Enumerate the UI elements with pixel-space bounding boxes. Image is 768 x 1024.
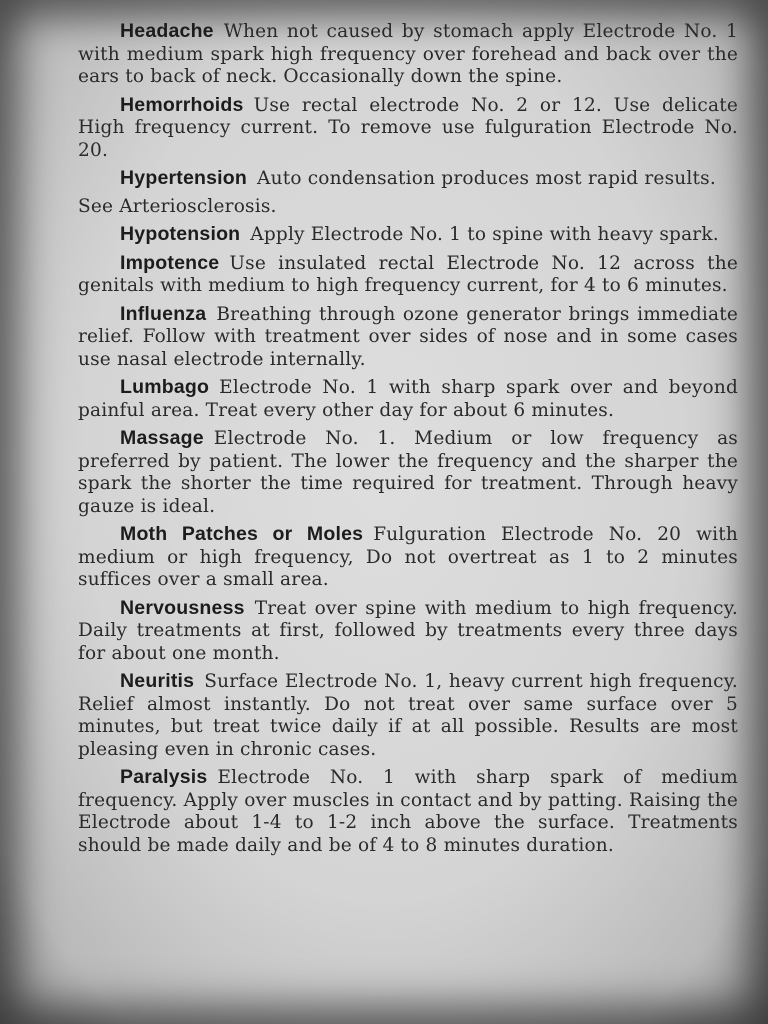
entry-text: Use rectal electrode No. 2 or 12. Use delicate High frequency current. To remove use fulguration Electrode No. 20. [78, 94, 738, 161]
entry-term: Lumbago [120, 376, 210, 398]
entry-term: Neuritis [120, 670, 195, 692]
entry-hemorrhoids [78, 94, 738, 163]
entry-term: Headache [120, 20, 214, 42]
entry-lumbago [78, 376, 738, 422]
entry-term: Influenza [120, 302, 207, 325]
entry-text: Electrode No. 1. Medium or low frequency as preferred by patient. The lower the frequency and the sharper the spark the shorter the time required for treatment. Through heavy gauze is ideal. [78, 428, 738, 517]
entry-nervousness [78, 597, 738, 666]
entry-text: See Arteriosclerosis. [78, 195, 277, 217]
entry-term: Hemorrhoids [120, 93, 244, 116]
entry-term: Massage [120, 427, 204, 449]
entry-paralysis [78, 766, 738, 857]
entry-hypotension [78, 223, 738, 247]
entry-text: Auto condensation produces most rapid results. [257, 168, 716, 189]
entry-text: Electrode No. 1 with sharp spark over and beyond painful area. Treat every other day for about 6 minutes. [78, 377, 738, 421]
entry-term: Paralysis [120, 766, 208, 788]
entry-text: Apply Electrode No. 1 to spine with heavy spark. [250, 224, 719, 245]
entry-text: Electrode No. 1 with sharp spark of medium frequency. Apply over muscles in contact and by patting. Raising the Electrode about 1-4 to 1-2 inch above the surface. Treatments should be made daily and be of 4 to 8 minutes duration. [78, 767, 738, 856]
entry-text: When not caused by stomach apply Electrode No. 1 with medium spark high frequency over forehead and back over the ears to back of neck. Occasionally down the spine. [78, 21, 738, 87]
entry-term: Hypertension [120, 167, 248, 189]
entry-term: Impotence [120, 251, 220, 274]
entry-term: Nervousness [120, 596, 245, 619]
entry-massage [78, 427, 738, 518]
entry-neuritis [78, 670, 738, 761]
entry-text: Surface Electrode No. 1, heavy current high frequency. Relief almost instantly. Do not treat over same surface over 5 minutes, but treat twice daily if at all possible. Results are most pleasing even in chronic cases. [78, 671, 738, 760]
entry-hypertension [78, 167, 738, 191]
entry-text: Use insulated rectal Electrode No. 12 across the genitals with medium to high frequency current, for 4 to 6 minutes. [78, 252, 738, 296]
entry-moth-patches [78, 523, 738, 592]
entry-text: Treat over spine with medium to high frequency. Daily treatments at first, followed by treatments every three days for about one month. [78, 597, 738, 664]
entry-text: Fulguration Electrode No. 20 with medium or high frequency, Do not overtreat as 1 to 2 minutes suffices over a small area. [78, 524, 738, 590]
entries-list [78, 20, 738, 862]
entry-impotence [78, 252, 738, 298]
entry-text: Breathing through ozone generator brings immediate relief. Follow with treatment over sides of nose and in some cases use nasal electrode internally. [78, 303, 738, 370]
entry-term: Moth Patches or Moles [120, 523, 364, 545]
entry-term: Hypotension [120, 223, 241, 245]
entry-influenza [78, 303, 738, 372]
entry-see-arteriosclerosis [78, 196, 738, 219]
entry-headache [78, 20, 738, 89]
